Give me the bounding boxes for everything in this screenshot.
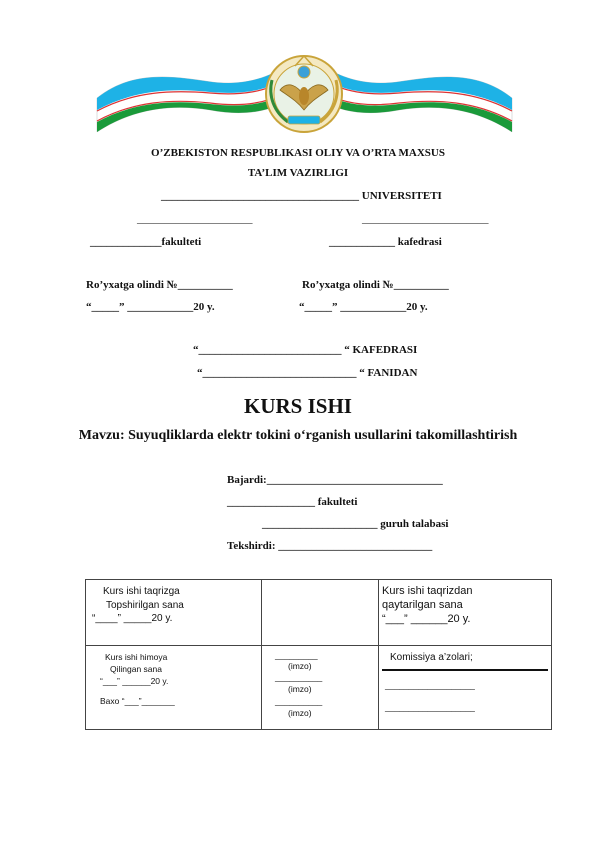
department-field: ____________ kafedrasi	[329, 236, 442, 248]
registration-date-right: “_____” ____________20 y.	[299, 301, 428, 313]
submitted-label-2: Topshirilgan sana	[106, 600, 184, 611]
group-field: _____________________ guruh talabasi	[262, 518, 449, 530]
returned-label-1: Kurs ishi taqrizdan	[382, 585, 473, 597]
signature-line: __________	[275, 672, 323, 682]
document-title: KURS ISHI	[244, 394, 352, 418]
table-row	[86, 646, 552, 730]
left-flag	[97, 68, 284, 132]
state-emblem-banner	[92, 50, 517, 136]
bajardi-field: Bajardi:________________________________	[227, 474, 443, 486]
fanidan-field: “____________________________ “ FANIDAN	[197, 367, 418, 379]
registration-no-right: Ro’yxatga olindi №__________	[302, 279, 449, 291]
commission-label: Komissiya a’zolari;	[390, 652, 473, 663]
defense-date: “___” ______20 y.	[100, 676, 169, 686]
submitted-label-1: Kurs ishi taqrizga	[103, 586, 180, 597]
blank-line-right: _______________________	[362, 213, 489, 225]
empty-cell	[262, 580, 379, 646]
blank-line-left: _____________________	[137, 213, 253, 225]
commission-line: ___________________	[385, 702, 475, 712]
commission-cell	[379, 646, 552, 730]
returned-date: “___” ______20 y.	[382, 613, 471, 625]
uzbekistan-state-emblem-icon	[92, 50, 517, 136]
university-field: ____________________________________ UNIVERSITETI	[161, 190, 442, 202]
signature-line: __________	[275, 696, 323, 706]
defense-label-2: Qilingan sana	[110, 664, 162, 674]
ministry-line-2: TA’LIM VAZIRLIGI	[247, 167, 349, 179]
commission-rule	[382, 669, 548, 671]
signature-line: _________	[275, 650, 318, 660]
table-row	[86, 580, 552, 646]
emblem-seal	[266, 56, 342, 132]
commission-line: ___________________	[385, 680, 475, 690]
defense-label-1: Kurs ishi himoya	[105, 652, 168, 662]
faculty-field: _____________fakulteti	[90, 236, 202, 248]
submitted-cell	[86, 580, 262, 646]
kafedra-field: “__________________________ “ KAFEDRASI	[193, 344, 418, 356]
returned-label-2: qaytarilgan sana	[382, 599, 463, 611]
signatures-cell	[262, 646, 379, 730]
right-flag	[325, 68, 512, 132]
ministry-line-1: O’ZBEKISTON RESPUBLIKASI OLIY VA O’RTA MAXSUS	[151, 147, 445, 159]
returned-cell	[379, 580, 552, 646]
submitted-date: “____” _____20 y.	[92, 613, 173, 624]
tekshirdi-field: Tekshirdi: ____________________________	[227, 540, 433, 552]
registration-no-left: Ro’yxatga olindi №__________	[86, 279, 233, 291]
topic-line: Mavzu: Suyuqliklarda elektr tokini o‘rganish usullarini takomillashtirish	[78, 428, 518, 443]
student-faculty-field: ________________ fakulteti	[227, 496, 358, 508]
signature-table	[85, 579, 552, 730]
signature-label: (imzo)	[288, 708, 312, 718]
registration-date-left: “_____” ____________20 y.	[86, 301, 215, 313]
grade-field: Baxo “___”_______	[100, 696, 175, 706]
signature-label: (imzo)	[288, 661, 312, 671]
defense-cell	[86, 646, 262, 730]
signature-label: (imzo)	[288, 684, 312, 694]
